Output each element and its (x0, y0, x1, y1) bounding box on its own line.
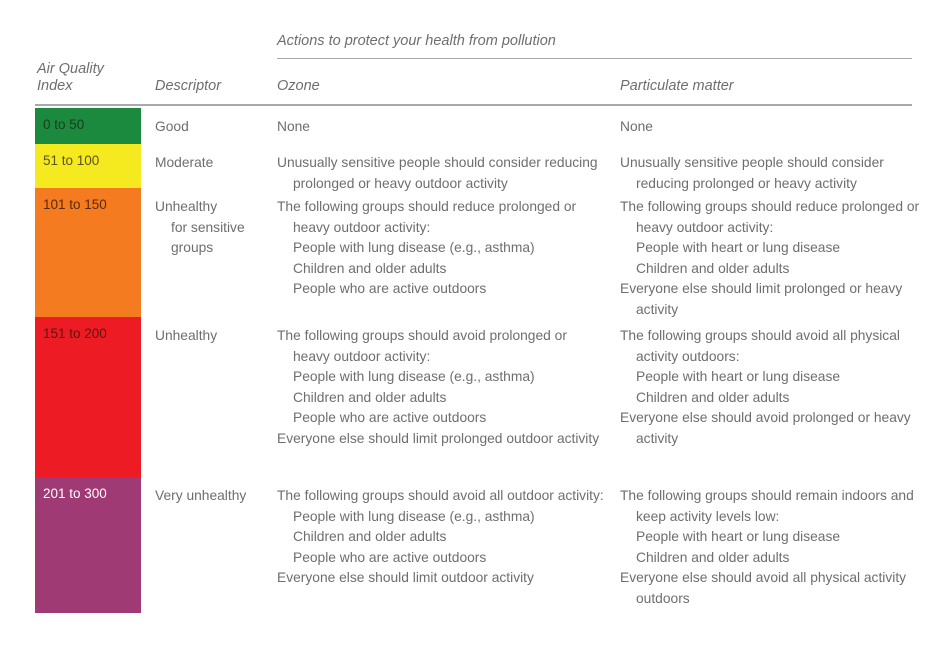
particulate-actions-cell (620, 197, 920, 320)
action-item: None (277, 119, 310, 134)
action-sub-item: People who are active outdoors (293, 410, 487, 425)
action-item: The following groups should avoid prolonged or heavy outdoor activity: (277, 328, 567, 364)
particulate-actions-cell (620, 326, 920, 449)
ozone-actions-cell (277, 117, 607, 138)
action-sub-item: People with lung disease (e.g., asthma) (293, 508, 535, 524)
aqi-color-swatch (35, 477, 141, 613)
action-sub-item: People who are active outdoors (293, 549, 487, 565)
action-item: Unusually sensitive people should consider reducing prolonged or heavy activity (620, 155, 884, 191)
action-sub-item: Children and older adults (293, 389, 447, 405)
action-item: Everyone else should limit outdoor activity (277, 570, 534, 585)
aqi-color-swatch (35, 108, 141, 144)
descriptor-line: Moderate (155, 155, 214, 170)
action-item: The following groups should remain indoors and keep activity levels low: (620, 488, 914, 524)
table-row (0, 144, 936, 191)
descriptor-cell (155, 197, 270, 259)
descriptor-cell (155, 326, 270, 347)
action-sub-item: Children and older adults (636, 260, 790, 276)
column-header-descriptor: Descriptor (155, 78, 222, 94)
action-sub-item: People with heart or lung disease (636, 369, 841, 384)
aqi-range-label: 51 to 100 (43, 153, 100, 168)
action-item: Everyone else should limit prolonged outdoor activity (277, 430, 600, 446)
action-item: Unusually sensitive people should consider reducing prolonged or heavy outdoor activity (277, 155, 598, 191)
column-header-particulate-matter: Particulate matter (620, 78, 734, 94)
descriptor-line: Good (155, 119, 189, 134)
ozone-actions-cell (277, 197, 607, 300)
action-item: Everyone else should avoid prolonged or heavy activity (620, 410, 911, 446)
descriptor-line: Unhealthy (155, 199, 218, 214)
particulate-actions-cell (620, 486, 920, 609)
column-header-aqi-line2: Index (37, 78, 73, 94)
aqi-color-swatch (35, 144, 141, 188)
action-sub-item: Children and older adults (636, 389, 790, 405)
action-sub-item: People who are active outdoors (293, 281, 487, 296)
header-bottom-rule (35, 104, 912, 106)
aqi-range-label: 0 to 50 (43, 117, 85, 132)
action-item: The following groups should avoid all physical activity outdoors: (620, 328, 900, 364)
ozone-actions-cell (277, 486, 607, 589)
action-sub-item: People with heart or lung disease (636, 240, 841, 255)
table-row (0, 108, 936, 144)
action-sub-item: People with lung disease (e.g., asthma) (293, 369, 535, 384)
action-item: The following groups should avoid all outdoor activity: (277, 488, 604, 503)
table-row (0, 188, 936, 317)
group-header-actions: Actions to protect your health from pollution (277, 33, 556, 49)
descriptor-cell (155, 486, 270, 507)
descriptor-cell (155, 117, 270, 138)
action-sub-item: People with lung disease (e.g., asthma) (293, 240, 535, 255)
action-item: The following groups should reduce prolonged or heavy outdoor activity: (277, 199, 577, 235)
group-header-rule (277, 58, 912, 59)
action-sub-item: Children and older adults (293, 260, 447, 276)
action-sub-item: Children and older adults (636, 549, 790, 565)
descriptor-line: groups (171, 240, 214, 255)
column-header-aqi-line1: Air Quality (37, 61, 104, 77)
column-header-air-quality-index (37, 61, 137, 95)
action-item: The following groups should reduce prolonged or heavy outdoor activity: (620, 199, 920, 235)
action-sub-item: People with heart or lung disease (636, 529, 841, 544)
table-header (0, 0, 936, 108)
action-item: None (620, 119, 653, 134)
aqi-range-label: 101 to 150 (43, 197, 107, 212)
descriptor-line: Very unhealthy (155, 488, 247, 503)
descriptor-line: for sensitive (171, 219, 245, 235)
table-row (0, 317, 936, 477)
particulate-actions-cell (620, 117, 920, 138)
action-item: Everyone else should avoid all physical activity outdoors (620, 570, 907, 606)
descriptor-line: Unhealthy (155, 328, 218, 343)
column-header-ozone: Ozone (277, 78, 320, 94)
aqi-color-swatch (35, 188, 141, 317)
action-item: Everyone else should limit prolonged or heavy activity (620, 281, 903, 317)
action-sub-item: Children and older adults (293, 529, 447, 544)
descriptor-cell (155, 153, 270, 174)
aqi-color-swatch (35, 317, 141, 477)
table-row (0, 477, 936, 613)
aqi-range-label: 151 to 200 (43, 326, 107, 341)
ozone-actions-cell (277, 326, 607, 449)
aqi-range-label: 201 to 300 (43, 486, 107, 501)
